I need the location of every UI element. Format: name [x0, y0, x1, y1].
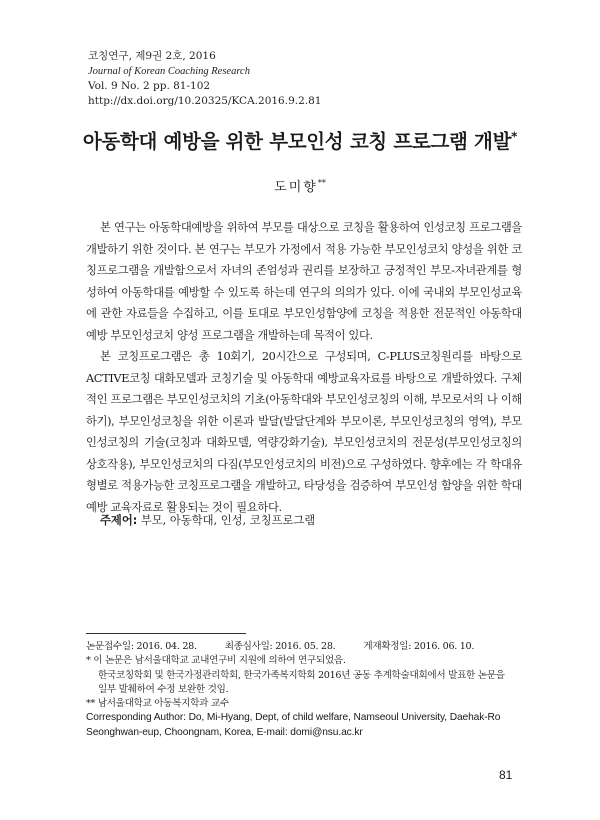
received-date: 논문접수일: 2016. 04. 28.	[86, 641, 197, 652]
doi-link[interactable]: http://dx.doi.org/10.20325/KCA.2016.9.2.81	[88, 95, 322, 107]
accepted-date: 게재확정일: 2016. 06. 10.	[363, 641, 475, 652]
footnote-2: ** 남서울대학교 아동복지학과 교수	[86, 698, 229, 710]
journal-volume-korean: 코칭연구, 제9권 2호, 2016	[88, 50, 216, 62]
paper-title-text: 아동학대 예방을 위한 부모인성 코칭 프로그램 개발	[82, 130, 512, 153]
footnotes	[86, 640, 526, 740]
footnote-1-line-1: * 이 논문은 남서울대학교 교내연구비 지원에 의하여 연구되었음.	[86, 655, 346, 667]
abstract	[86, 217, 522, 518]
footnote-dates	[86, 640, 526, 654]
journal-name-english: Journal of Korean Coaching Research	[88, 66, 250, 77]
title-footnote-mark: *	[511, 129, 518, 144]
abstract-paragraph-1: 본 연구는 아동학대예방을 위하여 부모를 대상으로 코칭을 활용하여 인성코칭 프로그램을 개발하기 위한 것이다. 본 연구는 부모가 가정에서 적용 가능한 부모인성코치 양성을 위한 코칭프로그램을 개발함으로서 자녀의 존엄성과 권리를 보장하고 긍정적인 부모-자녀관계를 형성하여 아동학대를 예방할 수 있도록 하는데 연구의 의의가 있다. 이에 국내외 부모인성교육에 관한 자료들을 수집하고, 이를 토대로 부모인성함양에 코칭을 적용한 전문적인 아동학대예방 부모인성코치 양성 프로그램을 개발하는데 목적이 있다.	[86, 221, 522, 342]
corresponding-author-line-2: Seonghwan-eup, Choongnam, Korea, E-mail: domi@nsu.ac.kr	[86, 726, 363, 738]
reviewed-date: 최종심사일: 2016. 05. 28.	[224, 641, 336, 652]
keywords	[86, 512, 315, 528]
footnote-divider	[86, 633, 246, 634]
abstract-paragraph-2: 본 코칭프로그램은 총 10회기, 20시간으로 구성되며, C-PLUS코칭원리를 바탕으로 ACTIVE코칭 대화모델과 코칭기술 및 아동학대 예방교육자료를 바탕으로 개발하였다. 구체적인 프로그램은 부모인성코치의 기초(아동학대와 부모인성코칭의 이해, 부모로서의 나 이해하기), 부모인성코칭을 위한 이론과 발달(발달단계와 부모이론, 부모인성코칭의 영역), 부모인성코칭의 기술(코칭과 대화모델, 역량강화기술), 부모인성코치의 전문성(부모인성코칭의 상호작용), 부모인성코치의 다짐(부모인성코치의 비전)으로 구성하였다. 향후에는 각 학대유형별로 적용가능한 코칭프로그램을 개발하고, 타당성을 검증하여 부모인성 함양을 위한 학대예방 교육자료로 활용되는 것이 필요하다.	[86, 350, 522, 514]
author-line	[0, 176, 600, 195]
footnote-1-line-3: 일부 발췌하여 수정 보완한 것임.	[98, 683, 229, 695]
paper-title	[0, 126, 600, 154]
keywords-text: 부모, 아동학대, 인성, 코칭프로그램	[140, 514, 316, 527]
journal-volume-pages: Vol. 9 No. 2 pp. 81-102	[88, 80, 211, 92]
journal-info	[88, 49, 321, 109]
footnote-1-line-2: 한국코칭학회 및 한국가정관리학회, 한국가족복지학회 2016년 공동 추계학술대회에서 발표한 논문을	[98, 669, 505, 681]
keywords-label: 주제어:	[100, 514, 138, 527]
author-name: 도미향	[274, 180, 318, 195]
corresponding-author-line-1: Corresponding Author: Do, Mi-Hyang, Dept, of child welfare, Namseoul University, Daehak-Ro	[86, 712, 501, 724]
author-footnote-mark: **	[317, 178, 326, 188]
page-number: 81	[499, 768, 513, 782]
